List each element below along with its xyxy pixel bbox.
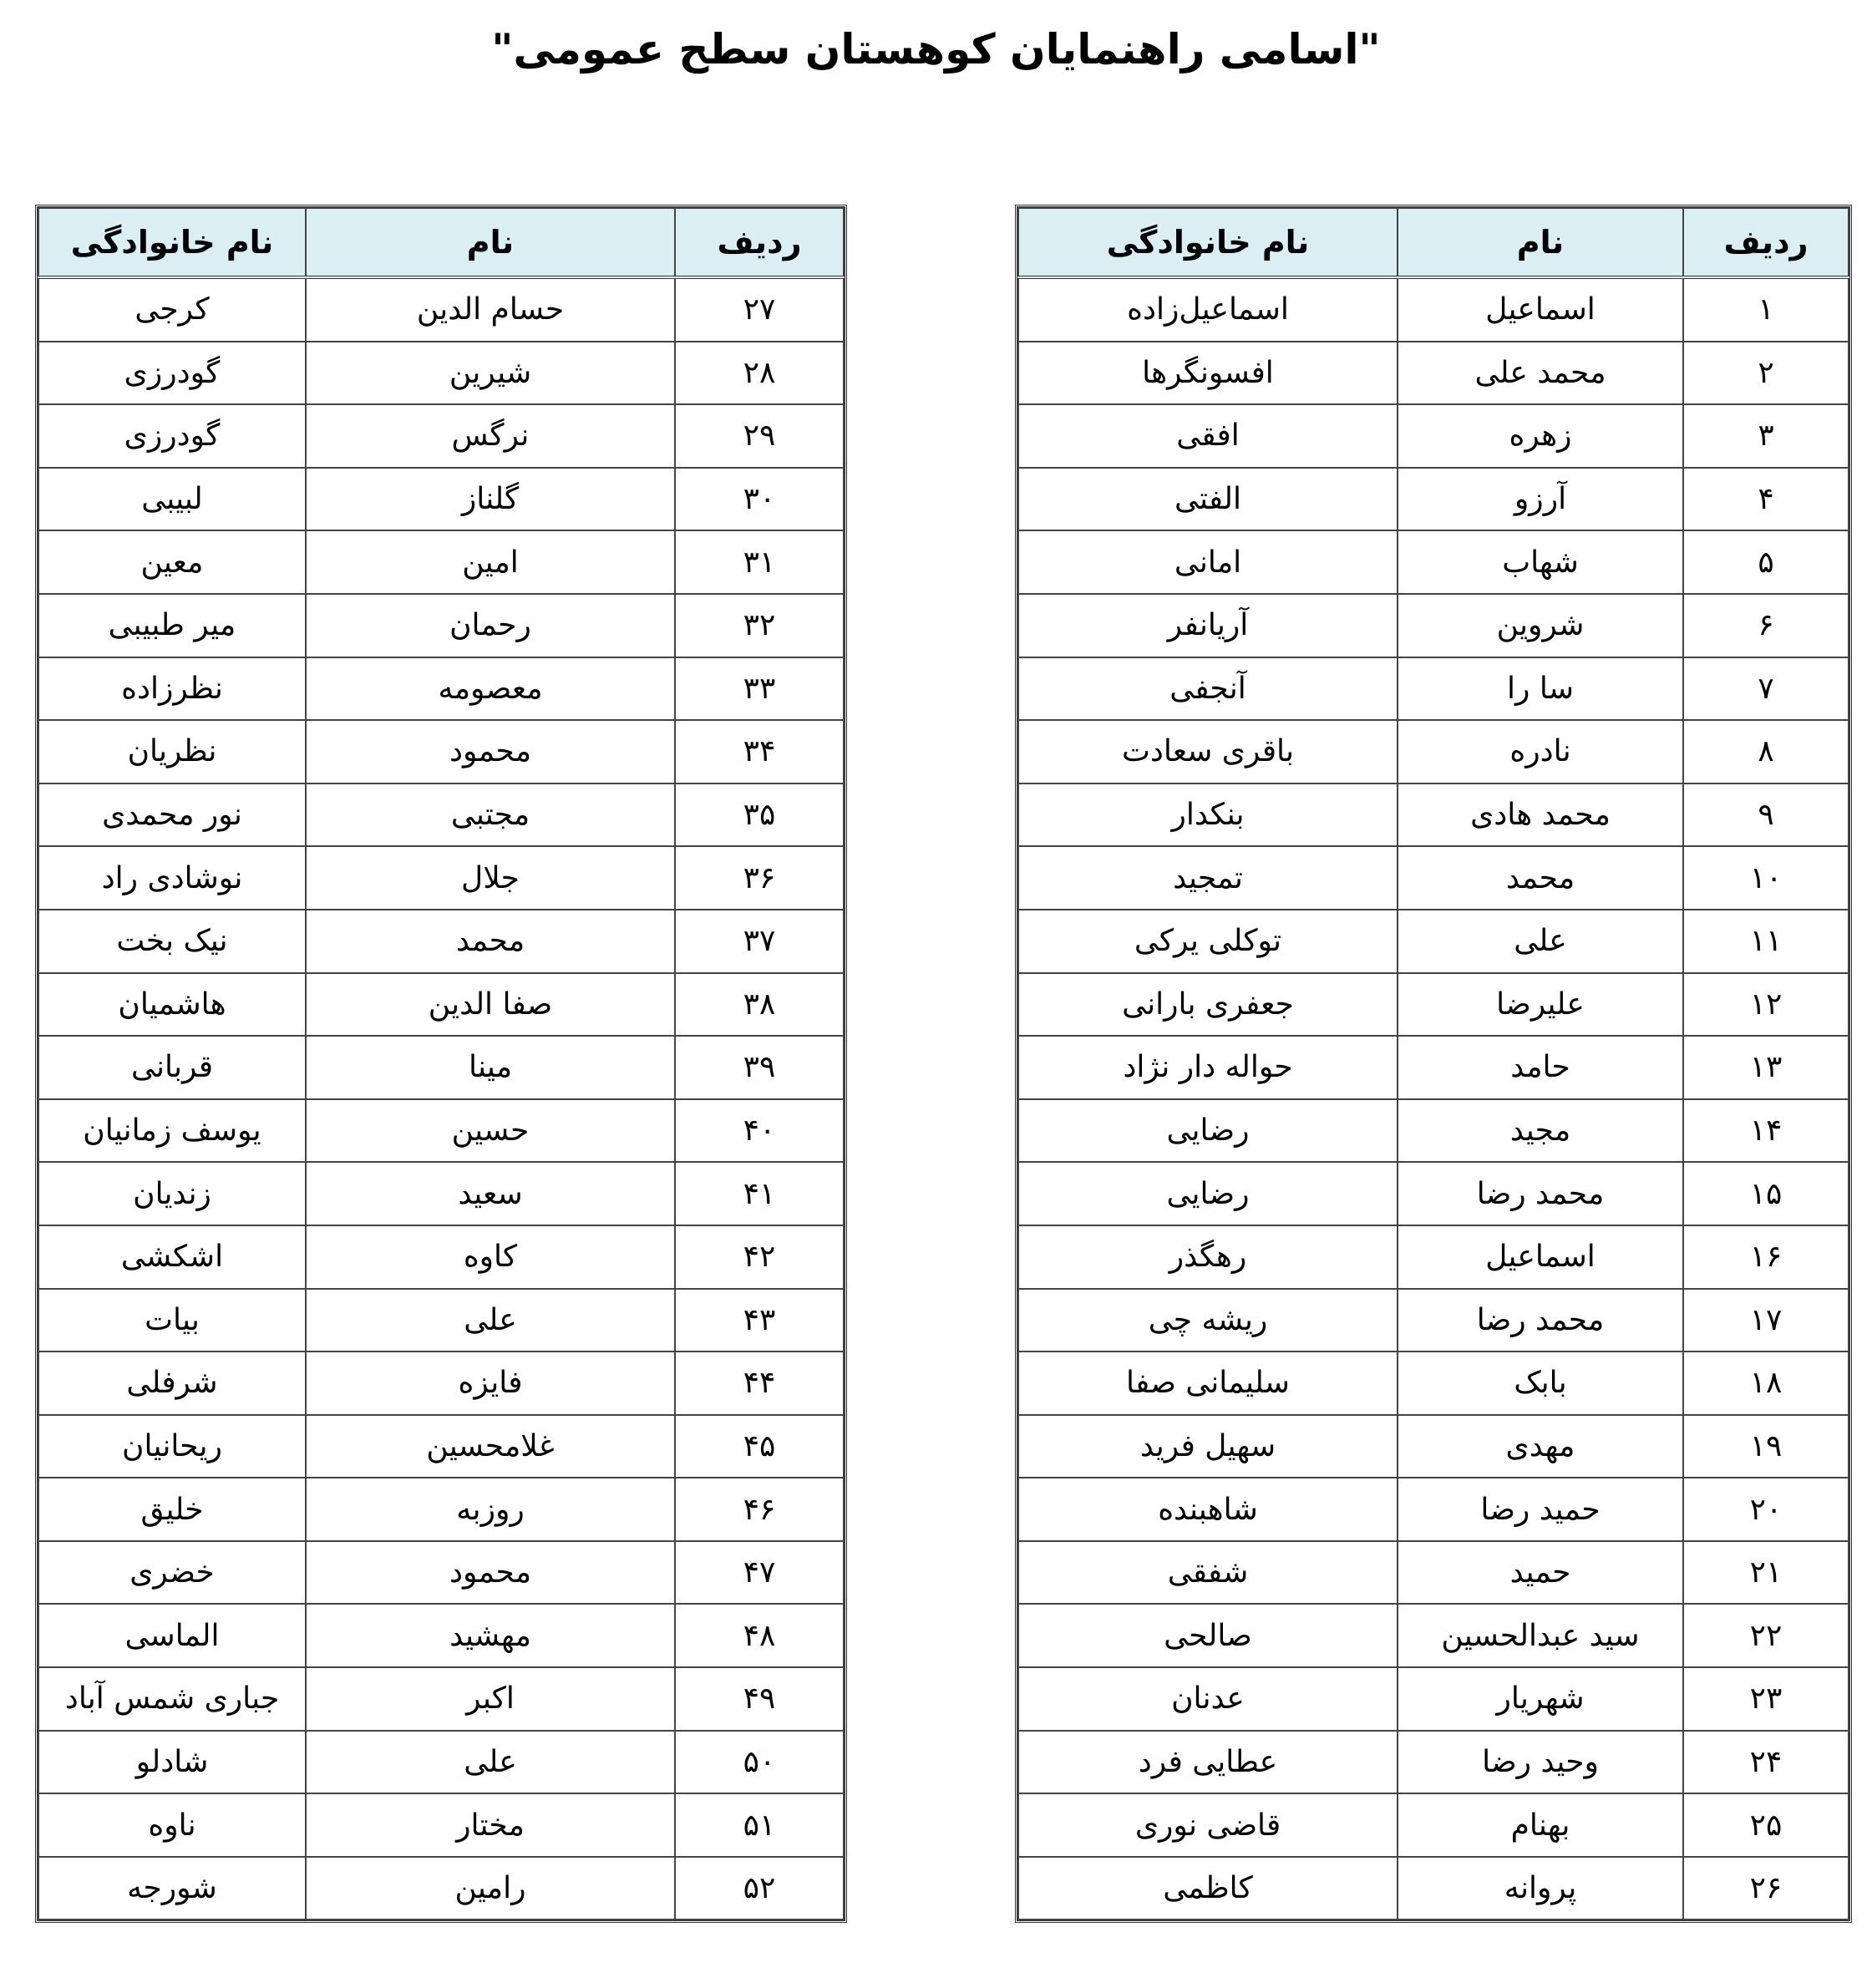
- table-row: [38, 1731, 844, 1794]
- cell-last-name: ناوه: [38, 1793, 306, 1857]
- table-row: [1018, 846, 1849, 910]
- cell-first-name: حامد: [1398, 1036, 1683, 1099]
- cell-row-number: ۴۳: [675, 1289, 844, 1352]
- cell-first-name: بهنام: [1398, 1793, 1683, 1857]
- cell-row-number: ۱: [1683, 277, 1849, 342]
- cell-last-name: گودرزی: [38, 342, 306, 405]
- cell-row-number: ۴۸: [675, 1604, 844, 1667]
- cell-last-name: شورجه: [38, 1857, 306, 1920]
- cell-row-number: ۵۲: [675, 1857, 844, 1920]
- table-row: [1018, 1857, 1849, 1920]
- cell-last-name: شادلو: [38, 1731, 306, 1794]
- cell-row-number: ۲۷: [675, 277, 844, 342]
- cell-row-number: ۴۱: [675, 1162, 844, 1225]
- cell-last-name: نیک بخت: [38, 910, 306, 973]
- table-row: [38, 657, 844, 721]
- cell-last-name: جعفری بارانی: [1018, 973, 1398, 1037]
- cell-row-number: ۲۳: [1683, 1667, 1849, 1731]
- table-row: [1018, 910, 1849, 973]
- cell-last-name: ریحانیان: [38, 1415, 306, 1478]
- table-row: [1018, 594, 1849, 657]
- cell-last-name: ریشه چی: [1018, 1289, 1398, 1352]
- cell-last-name: گودرزی: [38, 404, 306, 468]
- table-header-row: [38, 208, 844, 277]
- cell-last-name: اشکشی: [38, 1225, 306, 1289]
- cell-last-name: یوسف زمانیان: [38, 1099, 306, 1163]
- cell-first-name: معصومه: [306, 657, 675, 721]
- table-row: [38, 720, 844, 784]
- table-row: [38, 342, 844, 405]
- table-row: [1018, 530, 1849, 594]
- cell-first-name: شهریار: [1398, 1667, 1683, 1731]
- table-row: [38, 1099, 844, 1163]
- table-row: [1018, 1352, 1849, 1415]
- table-row: [1018, 657, 1849, 721]
- cell-first-name: حسین: [306, 1099, 675, 1163]
- cell-first-name: اکبر: [306, 1667, 675, 1731]
- cell-first-name: مهشید: [306, 1604, 675, 1667]
- cell-last-name: شرفلی: [38, 1352, 306, 1415]
- cell-last-name: رضایی: [1018, 1099, 1398, 1163]
- cell-row-number: ۶: [1683, 594, 1849, 657]
- cell-last-name: عدنان: [1018, 1667, 1398, 1731]
- cell-last-name: شفقی: [1018, 1541, 1398, 1605]
- table-row: [38, 1793, 844, 1857]
- cell-row-number: ۱۲: [1683, 973, 1849, 1037]
- cell-first-name: صفا الدین: [306, 973, 675, 1037]
- cell-last-name: میر طبیبی: [38, 594, 306, 657]
- cell-row-number: ۴۰: [675, 1099, 844, 1163]
- cell-last-name: خضری: [38, 1541, 306, 1605]
- cell-row-number: ۴۴: [675, 1352, 844, 1415]
- cell-last-name: نظریان: [38, 720, 306, 784]
- header-row-number: ردیف: [675, 208, 844, 277]
- cell-last-name: افقی: [1018, 404, 1398, 468]
- cell-row-number: ۳۸: [675, 973, 844, 1037]
- header-first-name: نام: [1398, 208, 1683, 277]
- cell-last-name: حواله دار نژاد: [1018, 1036, 1398, 1099]
- cell-first-name: فایزه: [306, 1352, 675, 1415]
- cell-last-name: نوشادی راد: [38, 846, 306, 910]
- cell-last-name: صالحی: [1018, 1604, 1398, 1667]
- cell-last-name: عطایی فرد: [1018, 1731, 1398, 1794]
- cell-first-name: علیرضا: [1398, 973, 1683, 1037]
- cell-last-name: نظرزاده: [38, 657, 306, 721]
- table-row: [38, 910, 844, 973]
- table-row: [38, 1857, 844, 1920]
- table-row: [1018, 720, 1849, 784]
- cell-last-name: بنکدار: [1018, 784, 1398, 847]
- guides-table-right: [1015, 205, 1852, 1923]
- table-row: [38, 1036, 844, 1099]
- cell-row-number: ۳۵: [675, 784, 844, 847]
- cell-last-name: شاهبنده: [1018, 1478, 1398, 1541]
- cell-row-number: ۴۷: [675, 1541, 844, 1605]
- cell-first-name: مجید: [1398, 1099, 1683, 1163]
- header-first-name: نام: [306, 208, 675, 277]
- cell-row-number: ۳۴: [675, 720, 844, 784]
- cell-row-number: ۲۹: [675, 404, 844, 468]
- cell-row-number: ۲۲: [1683, 1604, 1849, 1667]
- cell-row-number: ۳۲: [675, 594, 844, 657]
- cell-last-name: هاشمیان: [38, 973, 306, 1037]
- cell-first-name: رحمان: [306, 594, 675, 657]
- cell-first-name: گلناز: [306, 468, 675, 531]
- header-last-name: نام خانوادگی: [38, 208, 306, 277]
- cell-row-number: ۳۱: [675, 530, 844, 594]
- cell-row-number: ۱۱: [1683, 910, 1849, 973]
- cell-first-name: محمد رضا: [1398, 1162, 1683, 1225]
- cell-last-name: باقری سعادت: [1018, 720, 1398, 784]
- cell-row-number: ۱۹: [1683, 1415, 1849, 1478]
- cell-first-name: وحید رضا: [1398, 1731, 1683, 1794]
- cell-first-name: آرزو: [1398, 468, 1683, 531]
- table-row: [38, 1541, 844, 1605]
- table-row: [38, 1225, 844, 1289]
- cell-last-name: تمجید: [1018, 846, 1398, 910]
- cell-last-name: نور محمدی: [38, 784, 306, 847]
- cell-last-name: آنجفی: [1018, 657, 1398, 721]
- cell-row-number: ۳۰: [675, 468, 844, 531]
- cell-first-name: مهدی: [1398, 1415, 1683, 1478]
- cell-first-name: محمد: [1398, 846, 1683, 910]
- table-row: [1018, 1478, 1849, 1541]
- table-row: [1018, 1289, 1849, 1352]
- cell-first-name: محمد: [306, 910, 675, 973]
- table-row: [1018, 973, 1849, 1037]
- cell-row-number: ۴۲: [675, 1225, 844, 1289]
- cell-first-name: حمید رضا: [1398, 1478, 1683, 1541]
- table-body-left: [38, 277, 844, 1920]
- cell-last-name: رهگذر: [1018, 1225, 1398, 1289]
- table-row: [1018, 1225, 1849, 1289]
- table-row: [38, 468, 844, 531]
- cell-first-name: نادره: [1398, 720, 1683, 784]
- cell-row-number: ۱۴: [1683, 1099, 1849, 1163]
- cell-first-name: شروین: [1398, 594, 1683, 657]
- table-row: [38, 277, 844, 342]
- cell-row-number: ۲۵: [1683, 1793, 1849, 1857]
- table-row: [38, 1667, 844, 1731]
- cell-row-number: ۳۷: [675, 910, 844, 973]
- cell-row-number: ۳۳: [675, 657, 844, 721]
- cell-first-name: نرگس: [306, 404, 675, 468]
- table-row: [1018, 342, 1849, 405]
- cell-row-number: ۱۷: [1683, 1289, 1849, 1352]
- table-row: [1018, 1099, 1849, 1163]
- cell-first-name: بابک: [1398, 1352, 1683, 1415]
- cell-row-number: ۲۰: [1683, 1478, 1849, 1541]
- cell-row-number: ۲: [1683, 342, 1849, 405]
- cell-first-name: مجتبی: [306, 784, 675, 847]
- cell-last-name: معین: [38, 530, 306, 594]
- cell-last-name: سلیمانی صفا: [1018, 1352, 1398, 1415]
- cell-first-name: علی: [1398, 910, 1683, 973]
- table-body-right: [1018, 277, 1849, 1920]
- table-row: [38, 784, 844, 847]
- cell-row-number: ۷: [1683, 657, 1849, 721]
- cell-last-name: قربانی: [38, 1036, 306, 1099]
- cell-row-number: ۴۵: [675, 1415, 844, 1478]
- cell-last-name: سهیل فرید: [1018, 1415, 1398, 1478]
- table-header-row: [1018, 208, 1849, 277]
- cell-row-number: ۱۵: [1683, 1162, 1849, 1225]
- cell-last-name: کرجی: [38, 277, 306, 342]
- cell-last-name: رضایی: [1018, 1162, 1398, 1225]
- cell-row-number: ۱۸: [1683, 1352, 1849, 1415]
- table-row: [38, 1478, 844, 1541]
- table-row: [38, 973, 844, 1037]
- cell-row-number: ۳۶: [675, 846, 844, 910]
- table-row: [1018, 404, 1849, 468]
- cell-row-number: ۱۰: [1683, 846, 1849, 910]
- table-row: [1018, 1731, 1849, 1794]
- cell-row-number: ۵: [1683, 530, 1849, 594]
- table-row: [1018, 1036, 1849, 1099]
- cell-first-name: کاوه: [306, 1225, 675, 1289]
- cell-first-name: محمد هادی: [1398, 784, 1683, 847]
- table-row: [38, 1604, 844, 1667]
- cell-row-number: ۲۴: [1683, 1731, 1849, 1794]
- cell-last-name: الماسی: [38, 1604, 306, 1667]
- cell-row-number: ۲۶: [1683, 1857, 1849, 1920]
- table-row: [1018, 277, 1849, 342]
- cell-first-name: سعید: [306, 1162, 675, 1225]
- cell-last-name: افسونگرها: [1018, 342, 1398, 405]
- table-row: [1018, 1415, 1849, 1478]
- cell-first-name: اسماعیل: [1398, 277, 1683, 342]
- cell-first-name: پروانه: [1398, 1857, 1683, 1920]
- table-row: [38, 1289, 844, 1352]
- cell-last-name: لبیبی: [38, 468, 306, 531]
- page-title: "اسامی راهنمایان کوهستان سطح عمومی": [491, 25, 1381, 74]
- cell-first-name: محمد رضا: [1398, 1289, 1683, 1352]
- table-row: [38, 530, 844, 594]
- cell-last-name: آریانفر: [1018, 594, 1398, 657]
- table-row: [1018, 1793, 1849, 1857]
- table-row: [1018, 1162, 1849, 1225]
- cell-first-name: روزبه: [306, 1478, 675, 1541]
- header-row-number: ردیف: [1683, 208, 1849, 277]
- cell-row-number: ۴: [1683, 468, 1849, 531]
- table-row: [1018, 1604, 1849, 1667]
- cell-row-number: ۴۹: [675, 1667, 844, 1731]
- cell-first-name: شهاب: [1398, 530, 1683, 594]
- cell-first-name: سا را: [1398, 657, 1683, 721]
- cell-last-name: قاضی نوری: [1018, 1793, 1398, 1857]
- cell-first-name: حسام الدین: [306, 277, 675, 342]
- cell-last-name: بیات: [38, 1289, 306, 1352]
- cell-last-name: جباری شمس آباد: [38, 1667, 306, 1731]
- cell-row-number: ۲۸: [675, 342, 844, 405]
- cell-first-name: علی: [306, 1731, 675, 1794]
- header-last-name: نام خانوادگی: [1018, 208, 1398, 277]
- cell-first-name: شیرین: [306, 342, 675, 405]
- table-row: [1018, 1541, 1849, 1605]
- cell-last-name: اسماعیل‌زاده: [1018, 277, 1398, 342]
- cell-row-number: ۸: [1683, 720, 1849, 784]
- cell-first-name: مختار: [306, 1793, 675, 1857]
- cell-last-name: زندیان: [38, 1162, 306, 1225]
- cell-row-number: ۳۹: [675, 1036, 844, 1099]
- table-row: [38, 404, 844, 468]
- cell-first-name: جلال: [306, 846, 675, 910]
- cell-first-name: غلامحسین: [306, 1415, 675, 1478]
- cell-first-name: رامین: [306, 1857, 675, 1920]
- cell-first-name: علی: [306, 1289, 675, 1352]
- table-row: [38, 1415, 844, 1478]
- cell-row-number: ۲۱: [1683, 1541, 1849, 1605]
- cell-last-name: کاظمی: [1018, 1857, 1398, 1920]
- cell-first-name: محمود: [306, 1541, 675, 1605]
- cell-row-number: ۱۶: [1683, 1225, 1849, 1289]
- cell-first-name: محمود: [306, 720, 675, 784]
- cell-row-number: ۳: [1683, 404, 1849, 468]
- cell-first-name: اسماعیل: [1398, 1225, 1683, 1289]
- cell-last-name: الفتی: [1018, 468, 1398, 531]
- table-row: [38, 594, 844, 657]
- cell-first-name: مینا: [306, 1036, 675, 1099]
- table-row: [1018, 468, 1849, 531]
- guides-table-left: [35, 205, 847, 1923]
- cell-first-name: سید عبدالحسین: [1398, 1604, 1683, 1667]
- table-row: [38, 846, 844, 910]
- cell-first-name: حمید: [1398, 1541, 1683, 1605]
- table-row: [38, 1162, 844, 1225]
- cell-row-number: ۵۰: [675, 1731, 844, 1794]
- cell-first-name: امین: [306, 530, 675, 594]
- cell-last-name: امانی: [1018, 530, 1398, 594]
- cell-first-name: محمد علی: [1398, 342, 1683, 405]
- cell-row-number: ۱۳: [1683, 1036, 1849, 1099]
- cell-last-name: خلیق: [38, 1478, 306, 1541]
- table-row: [1018, 1667, 1849, 1731]
- cell-row-number: ۹: [1683, 784, 1849, 847]
- table-row: [38, 1352, 844, 1415]
- cell-row-number: ۵۱: [675, 1793, 844, 1857]
- cell-last-name: توکلی یرکی: [1018, 910, 1398, 973]
- cell-row-number: ۴۶: [675, 1478, 844, 1541]
- cell-first-name: زهره: [1398, 404, 1683, 468]
- table-row: [1018, 784, 1849, 847]
